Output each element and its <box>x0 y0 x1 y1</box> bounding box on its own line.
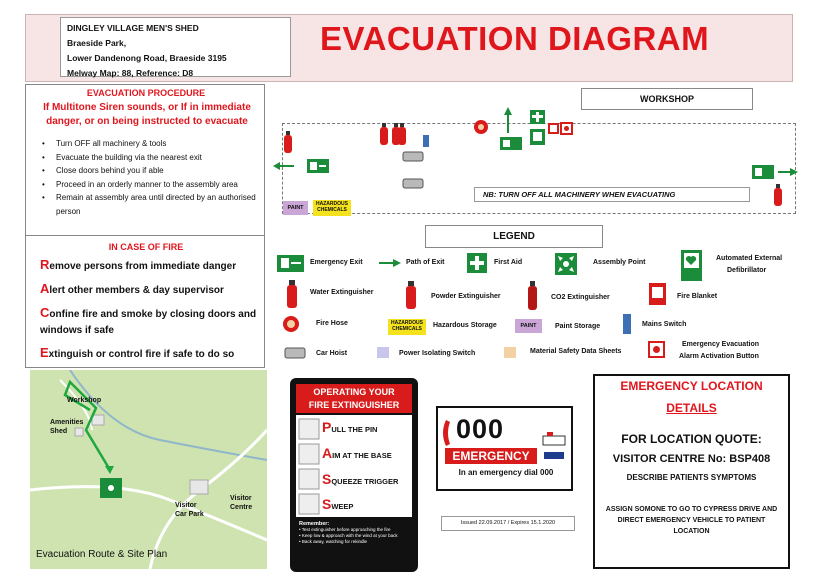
procedure-title: EVACUATION PROCEDURE <box>86 88 206 98</box>
legend-label: Paint Storage <box>555 323 601 330</box>
issued-date: Issued 22.09.2017 / Expires 15.1.2020 <box>441 516 575 531</box>
path-arrow-icon <box>379 259 401 267</box>
pass-step <box>322 419 412 435</box>
procedure-step: • Turn OFF all machinery & tools <box>40 137 262 151</box>
fire-blanket-icon <box>548 123 559 134</box>
emergency-label: EMERGENCY <box>445 448 537 464</box>
pass-text: QUEEZE TRIGGER <box>331 477 399 486</box>
legend-label: Emergency Exit <box>310 259 363 266</box>
haz-line: CHEMICALS <box>317 207 347 213</box>
poster-title <box>296 384 412 413</box>
legend-label: Assembly Point <box>593 259 646 266</box>
poster-step-icons <box>298 417 320 515</box>
extinguisher-icon <box>380 123 388 145</box>
hazardous-storage-swatch <box>388 319 426 335</box>
procedure-step: • Proceed in an orderly manner to the assembly area <box>40 178 262 192</box>
visitor-centre-number: VISITOR CENTRE No: BSP408 <box>612 453 771 465</box>
legend-label: Emergency Evacuation <box>682 341 760 348</box>
legend-label: Automated External <box>716 255 783 262</box>
remember-line: • Keep low & approach with the wind at your back <box>299 533 398 538</box>
paint-storage-swatch: PAINT <box>515 319 542 333</box>
race-text: onfine fire and smoke by closing doors and windows if safe <box>40 309 257 336</box>
first-aid-icon <box>530 110 545 124</box>
evacuation-procedure-box <box>25 84 265 368</box>
site-map-drawing <box>30 370 267 569</box>
remember-title: Remember: <box>299 521 330 527</box>
hazardous-storage-tag <box>313 200 351 216</box>
extinguisher-icon <box>774 184 782 206</box>
legend-label: Car Hoist <box>316 350 348 357</box>
describe-symptoms: DESCRIBE PATIENTS SYMPTOMS <box>626 473 757 482</box>
location-quote: FOR LOCATION QUOTE: <box>621 432 762 446</box>
procedure-list <box>40 137 262 218</box>
emergency-exit-icon <box>277 255 304 272</box>
msds-icon <box>504 347 516 358</box>
haz-line: CHEMICALS <box>392 326 422 332</box>
haz-line: HAZARDOUS <box>391 320 423 326</box>
pass-initial: S <box>322 496 332 512</box>
emergency-subtext: In an emergency dial 000 <box>458 468 554 477</box>
car-hoist-icon <box>285 348 305 358</box>
legend-label: Hazardous Storage <box>433 322 497 329</box>
procedure-subtitle: If Multitone Siren sounds, or If in immediate danger, or on being instructed to evacuate <box>43 102 251 127</box>
exit-arrow-icon <box>504 107 512 133</box>
emergency-number: 000 <box>456 414 505 444</box>
emergency-exit-icon <box>752 165 774 179</box>
legend-icons <box>275 250 705 362</box>
site-label-car-park: Visitor Car Park <box>175 502 204 518</box>
alarm-button-icon <box>649 342 664 357</box>
emergency-services-icon <box>541 422 569 462</box>
legend-label: CO2 Extinguisher <box>551 294 610 301</box>
race-initial: A <box>40 281 50 296</box>
race-item <box>40 257 265 275</box>
aed-icon <box>681 250 702 281</box>
squeeze-icon <box>299 469 319 489</box>
divider <box>26 235 264 236</box>
paint-storage-tag: PAINT <box>283 201 308 215</box>
location-title-2: DETAILS <box>666 401 717 415</box>
exit-arrow-icon <box>273 162 294 170</box>
pass-text: ULL THE PIN <box>331 425 378 434</box>
pass-step <box>322 445 412 461</box>
race-initial: R <box>40 257 50 272</box>
first-aid-icon <box>467 253 487 273</box>
extinguisher-icon <box>398 123 406 145</box>
aim-icon <box>299 444 319 464</box>
remember-line: • Back away, watching for rekindle <box>299 539 368 544</box>
poster-title-line: OPERATING YOUR <box>313 387 395 397</box>
site-label-workshop: Workshop <box>67 397 102 404</box>
legend-label: Power Isolating Switch <box>399 350 476 357</box>
legend-label: Powder Extinguisher <box>431 293 501 300</box>
pull-pin-icon <box>299 419 319 439</box>
poster-remember <box>296 519 412 568</box>
co2-extinguisher-icon <box>528 281 537 310</box>
powder-extinguisher-icon <box>406 281 416 309</box>
legend-label: Mains Switch <box>642 321 687 328</box>
fire-blanket-icon <box>649 283 666 305</box>
mains-switch-icon <box>423 135 429 147</box>
alarm-button-icon <box>561 123 572 134</box>
site-plan-map <box>30 370 267 569</box>
emergency-exit-icon <box>500 137 522 150</box>
race-item <box>40 345 265 363</box>
site-label-visitor-centre: Visitor Centre <box>230 495 253 511</box>
emergency-exit-icon <box>307 159 329 173</box>
water-extinguisher-icon <box>287 280 297 308</box>
address-line: Melway Map: 88, Reference: D8 <box>67 68 194 78</box>
race-text: lert other members & day supervisor <box>49 285 224 296</box>
power-isolating-switch-icon <box>377 347 389 358</box>
fire-hose-icon <box>474 120 488 134</box>
assembly-point-icon <box>555 253 577 275</box>
race-initial: C <box>40 305 50 320</box>
address-box <box>60 17 291 77</box>
haz-line: HAZARDOUS <box>316 201 348 207</box>
machinery-notice: NB: TURN OFF ALL MACHINERY WHEN EVACUATING <box>474 187 750 202</box>
legend-label: Fire Blanket <box>677 293 718 300</box>
fire-hose-icon <box>283 316 299 332</box>
exit-arrow-icon <box>778 168 798 176</box>
legend-title: LEGEND <box>425 225 603 248</box>
fire-title: IN CASE OF FIRE <box>108 242 184 252</box>
legend-label: Alarm Activation Button <box>679 353 759 360</box>
car-hoist-icon <box>403 152 423 161</box>
workshop-label: WORKSHOP <box>581 88 753 110</box>
location-title: EMERGENCY LOCATION <box>620 379 763 393</box>
car-hoist-icon <box>403 179 423 188</box>
address-line: Braeside Park, <box>67 38 127 48</box>
poster-title-line: FIRE EXTINGUISHER <box>308 400 400 410</box>
address-line: DINGLEY VILLAGE MEN'S SHED <box>67 23 199 33</box>
race-text: xtinguish or control fire if safe to do so <box>48 349 235 360</box>
legend-label: Fire Hose <box>316 320 348 327</box>
race-item <box>40 305 265 339</box>
legend-label: Water Extinguisher <box>310 289 374 296</box>
remember-line: • Test extinguisher before approaching the fire <box>299 527 391 532</box>
race-text: emove persons from immediate danger <box>49 261 237 272</box>
pass-step <box>322 471 412 487</box>
assembly-point-icon <box>100 478 122 498</box>
legend-label: First Aid <box>494 259 523 266</box>
assign-instruction: ASSIGN SOMONE TO GO TO CYPRESS DRIVE AND DIRECT EMERGENCY VEHICLE TO PATIENT LOCATION <box>605 506 778 535</box>
pass-text: WEEP <box>331 502 354 511</box>
sweep-icon <box>299 494 319 514</box>
extinguisher-icon <box>284 131 292 153</box>
pass-initial: P <box>322 419 332 435</box>
mains-switch-icon <box>623 314 631 334</box>
address-line: Lower Dandenong Road, Braeside 3195 <box>67 53 227 63</box>
aed-icon <box>530 129 545 145</box>
legend-label: Path of Exit <box>406 259 445 266</box>
pass-step <box>322 496 412 512</box>
pass-initial: A <box>322 445 333 461</box>
page-title: EVACUATION DIAGRAM <box>320 20 710 57</box>
race-item <box>40 281 265 299</box>
site-plan-caption: Evacuation Route & Site Plan <box>36 549 168 560</box>
procedure-step: • Remain at assembly area until directed by an authorised person <box>40 191 262 218</box>
procedure-step: • Close doors behind you if able <box>40 164 262 178</box>
legend-label: Defibrillator <box>727 267 767 274</box>
legend-label: Material Safety Data Sheets <box>530 348 622 355</box>
pass-text: IM AT THE BASE <box>332 451 392 460</box>
pass-initial: S <box>322 471 332 487</box>
race-initial: E <box>40 345 49 360</box>
site-label-amenities: Amenities Shed <box>50 419 84 435</box>
procedure-step: • Evacuate the building via the nearest exit <box>40 151 262 165</box>
